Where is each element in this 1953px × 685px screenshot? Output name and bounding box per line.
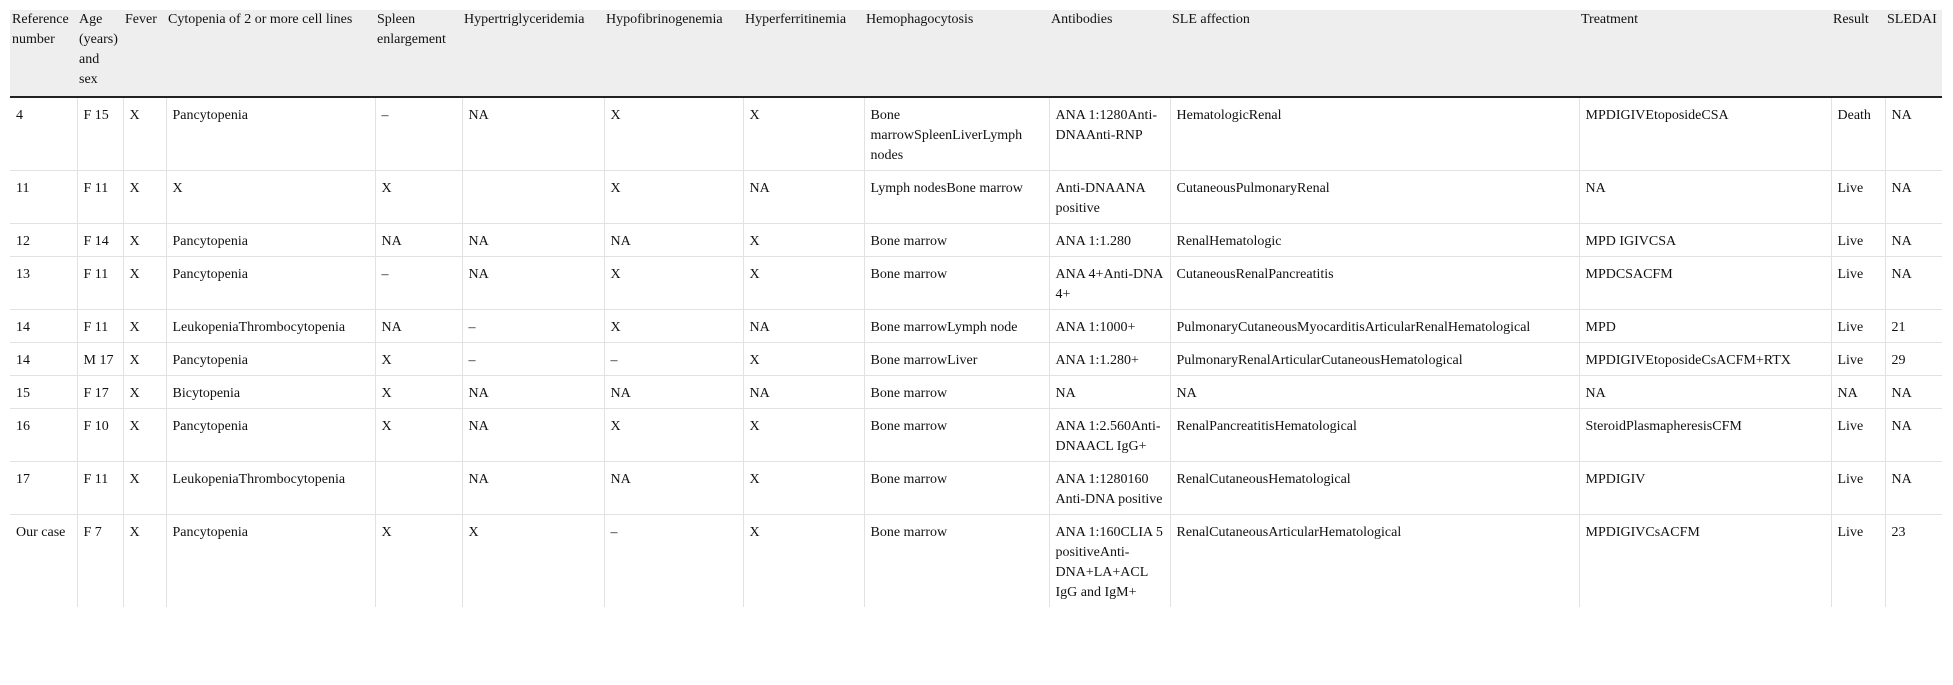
table-cell: Live: [1831, 224, 1885, 257]
table-cell: X: [123, 376, 166, 409]
table-cell: Pancytopenia: [166, 343, 375, 376]
table-cell: NA: [462, 462, 604, 515]
column-header: Treatment: [1579, 10, 1831, 97]
table-cell: Our case: [10, 515, 77, 608]
table-cell: NA: [743, 310, 864, 343]
table-cell: X: [375, 376, 462, 409]
table-cell: Bone marrowLiver: [864, 343, 1049, 376]
table-cell: Lymph nodesBone marrow: [864, 171, 1049, 224]
table-cell: 17: [10, 462, 77, 515]
column-header: Age (years) and sex: [77, 10, 123, 97]
table-row: [10, 97, 1942, 171]
table-cell: 13: [10, 257, 77, 310]
table-cell: Death: [1831, 97, 1885, 171]
table-cell: NA: [1885, 97, 1942, 171]
table-cell: NA: [1049, 376, 1170, 409]
table-cell: X: [123, 97, 166, 171]
table-cell: Live: [1831, 515, 1885, 608]
column-header: Hypertriglyceridemia: [462, 10, 604, 97]
table-cell: Pancytopenia: [166, 97, 375, 171]
table-cell: X: [375, 171, 462, 224]
table-cell: X: [375, 409, 462, 462]
table-row: [10, 462, 1942, 515]
table-cell: F 11: [77, 310, 123, 343]
table-cell: 14: [10, 343, 77, 376]
table-cell: NA: [743, 376, 864, 409]
table-cell: X: [123, 515, 166, 608]
table-cell: F 11: [77, 462, 123, 515]
table-cell: RenalPancreatitisHematological: [1170, 409, 1579, 462]
table-cell: Bone marrow: [864, 409, 1049, 462]
data-table-container: [10, 10, 1942, 607]
table-cell: F 17: [77, 376, 123, 409]
table-cell: X: [123, 171, 166, 224]
table-cell: ANA 1:1280160 Anti-DNA positive: [1049, 462, 1170, 515]
table-cell: Pancytopenia: [166, 515, 375, 608]
table-cell: MPDIGIVEtoposideCsACFM+RTX: [1579, 343, 1831, 376]
clinical-cases-table: [10, 10, 1942, 607]
table-cell: Bone marrow: [864, 462, 1049, 515]
table-cell: 14: [10, 310, 77, 343]
table-cell: Live: [1831, 257, 1885, 310]
table-cell: X: [743, 462, 864, 515]
table-row: [10, 224, 1942, 257]
table-cell: X: [743, 97, 864, 171]
table-cell: SteroidPlasmapheresisCFM: [1579, 409, 1831, 462]
table-cell: NA: [604, 224, 743, 257]
table-cell: PulmonaryRenalArticularCutaneousHematological: [1170, 343, 1579, 376]
table-cell: –: [462, 343, 604, 376]
table-cell: NA: [375, 310, 462, 343]
table-cell: X: [604, 257, 743, 310]
table-cell: NA: [462, 224, 604, 257]
table-cell: 16: [10, 409, 77, 462]
column-header: Hypofibrinogenemia: [604, 10, 743, 97]
table-cell: PulmonaryCutaneousMyocarditisArticularRenalHematological: [1170, 310, 1579, 343]
table-cell: NA: [1579, 376, 1831, 409]
table-body: [10, 97, 1942, 607]
table-cell: F 10: [77, 409, 123, 462]
table-row: [10, 409, 1942, 462]
table-cell: X: [462, 515, 604, 608]
table-cell: Live: [1831, 310, 1885, 343]
table-cell: 11: [10, 171, 77, 224]
table-cell: NA: [1831, 376, 1885, 409]
table-cell: F 7: [77, 515, 123, 608]
table-cell: X: [166, 171, 375, 224]
table-cell: F 11: [77, 171, 123, 224]
table-cell: ANA 1:160CLIA 5 positiveAnti-DNA+LA+ACL IgG and IgM+: [1049, 515, 1170, 608]
table-row: [10, 257, 1942, 310]
table-cell: F 15: [77, 97, 123, 171]
table-row: [10, 376, 1942, 409]
table-cell: X: [743, 343, 864, 376]
table-cell: Live: [1831, 343, 1885, 376]
table-cell: NA: [462, 97, 604, 171]
column-header: Fever: [123, 10, 166, 97]
column-header: Cytopenia of 2 or more cell lines: [166, 10, 375, 97]
column-header: Hyperferritinemia: [743, 10, 864, 97]
column-header: Spleen enlargement: [375, 10, 462, 97]
column-header: SLE affection: [1170, 10, 1579, 97]
table-cell: NA: [743, 171, 864, 224]
table-cell: X: [743, 409, 864, 462]
table-cell: Pancytopenia: [166, 224, 375, 257]
table-cell: LeukopeniaThrombocytopenia: [166, 462, 375, 515]
table-cell: CutaneousRenalPancreatitis: [1170, 257, 1579, 310]
table-cell: M 17: [77, 343, 123, 376]
table-cell: 12: [10, 224, 77, 257]
table-cell: ANA 1:1000+: [1049, 310, 1170, 343]
table-cell: –: [375, 97, 462, 171]
table-cell: Bone marrow: [864, 224, 1049, 257]
table-cell: –: [462, 310, 604, 343]
table-cell: –: [604, 343, 743, 376]
table-cell: 15: [10, 376, 77, 409]
table-cell: ANA 1:1.280+: [1049, 343, 1170, 376]
table-cell: ANA 4+Anti-DNA 4+: [1049, 257, 1170, 310]
table-cell: NA: [462, 409, 604, 462]
table-cell: X: [375, 343, 462, 376]
table-cell: MPDIGIVEtoposideCSA: [1579, 97, 1831, 171]
table-row: [10, 515, 1942, 608]
column-header: Hemophagocytosis: [864, 10, 1049, 97]
table-cell: ANA 1:1.280: [1049, 224, 1170, 257]
table-cell: X: [375, 515, 462, 608]
table-cell: [375, 462, 462, 515]
table-cell: 23: [1891, 525, 1906, 540]
column-header: SLEDAI: [1885, 10, 1942, 97]
table-cell: Live: [1831, 462, 1885, 515]
table-cell: Bone marrowLymph node: [864, 310, 1049, 343]
table-cell: X: [604, 97, 743, 171]
table-cell: X: [123, 343, 166, 376]
table-cell: Live: [1831, 171, 1885, 224]
table-cell: LeukopeniaThrombocytopenia: [166, 310, 375, 343]
table-cell: NA: [1885, 462, 1942, 515]
table-cell: X: [123, 409, 166, 462]
table-cell: MPD: [1579, 310, 1831, 343]
table-cell: X: [123, 257, 166, 310]
table-cell: X: [123, 462, 166, 515]
table-cell: 4: [10, 97, 77, 171]
table-cell: MPD IGIVCSA: [1579, 224, 1831, 257]
table-cell: X: [743, 515, 864, 608]
table-cell: [462, 171, 604, 224]
table-cell: X: [604, 310, 743, 343]
table-cell: X: [743, 224, 864, 257]
table-cell: Anti-DNAANA positive: [1049, 171, 1170, 224]
table-cell: NA: [1885, 409, 1942, 462]
table-cell: ANA 1:2.560Anti-DNAACL IgG+: [1049, 409, 1170, 462]
table-cell: 29: [1885, 343, 1942, 376]
column-header: Antibodies: [1049, 10, 1170, 97]
table-cell: Pancytopenia: [166, 257, 375, 310]
table-cell: NA: [1885, 257, 1942, 310]
table-row: [10, 171, 1942, 224]
table-cell: X: [123, 224, 166, 257]
table-cell: Bone marrow: [864, 515, 1049, 608]
table-cell: Bone marrow: [864, 376, 1049, 409]
table-row: [10, 343, 1942, 376]
table-cell: MPDIGIV: [1579, 462, 1831, 515]
table-cell: RenalHematologic: [1170, 224, 1579, 257]
table-cell: X: [604, 409, 743, 462]
table-cell: CutaneousPulmonaryRenal: [1170, 171, 1579, 224]
table-cell: RenalCutaneousHematological: [1170, 462, 1579, 515]
table-cell: –: [375, 257, 462, 310]
table-cell: MPDCSACFM: [1579, 257, 1831, 310]
table-cell: 21: [1885, 310, 1942, 343]
table-cell: NA: [604, 462, 743, 515]
table-cell: X: [743, 257, 864, 310]
table-cell: Live: [1831, 409, 1885, 462]
table-cell: HematologicRenal: [1170, 97, 1579, 171]
table-cell: X: [123, 310, 166, 343]
table-cell: Bicytopenia: [166, 376, 375, 409]
table-cell: MPDIGIVCsACFM: [1579, 515, 1831, 608]
table-cell: NA: [375, 224, 462, 257]
column-header: Result: [1831, 10, 1885, 97]
table-cell: ANA 1:1280Anti-DNAAnti-RNP: [1049, 97, 1170, 171]
table-cell: Bone marrowSpleenLiverLymph nodes: [864, 97, 1049, 171]
table-cell: Bone marrow: [864, 257, 1049, 310]
table-cell: F 14: [77, 224, 123, 257]
table-cell: RenalCutaneousArticularHematological: [1170, 515, 1579, 608]
table-cell: NA: [604, 376, 743, 409]
table-row: [10, 310, 1942, 343]
column-header: Reference number: [10, 10, 77, 97]
table-cell: NA: [1885, 224, 1942, 257]
table-cell: X: [604, 171, 743, 224]
table-header-row: [10, 10, 1942, 97]
table-cell: NA: [462, 376, 604, 409]
table-cell: NA: [1885, 171, 1942, 224]
table-cell: NA: [1170, 376, 1579, 409]
table-cell: F 11: [77, 257, 123, 310]
table-cell: –: [604, 515, 743, 608]
table-cell: NA: [1885, 376, 1942, 409]
table-cell: NA: [462, 257, 604, 310]
table-cell: NA: [1579, 171, 1831, 224]
table-cell: Pancytopenia: [166, 409, 375, 462]
